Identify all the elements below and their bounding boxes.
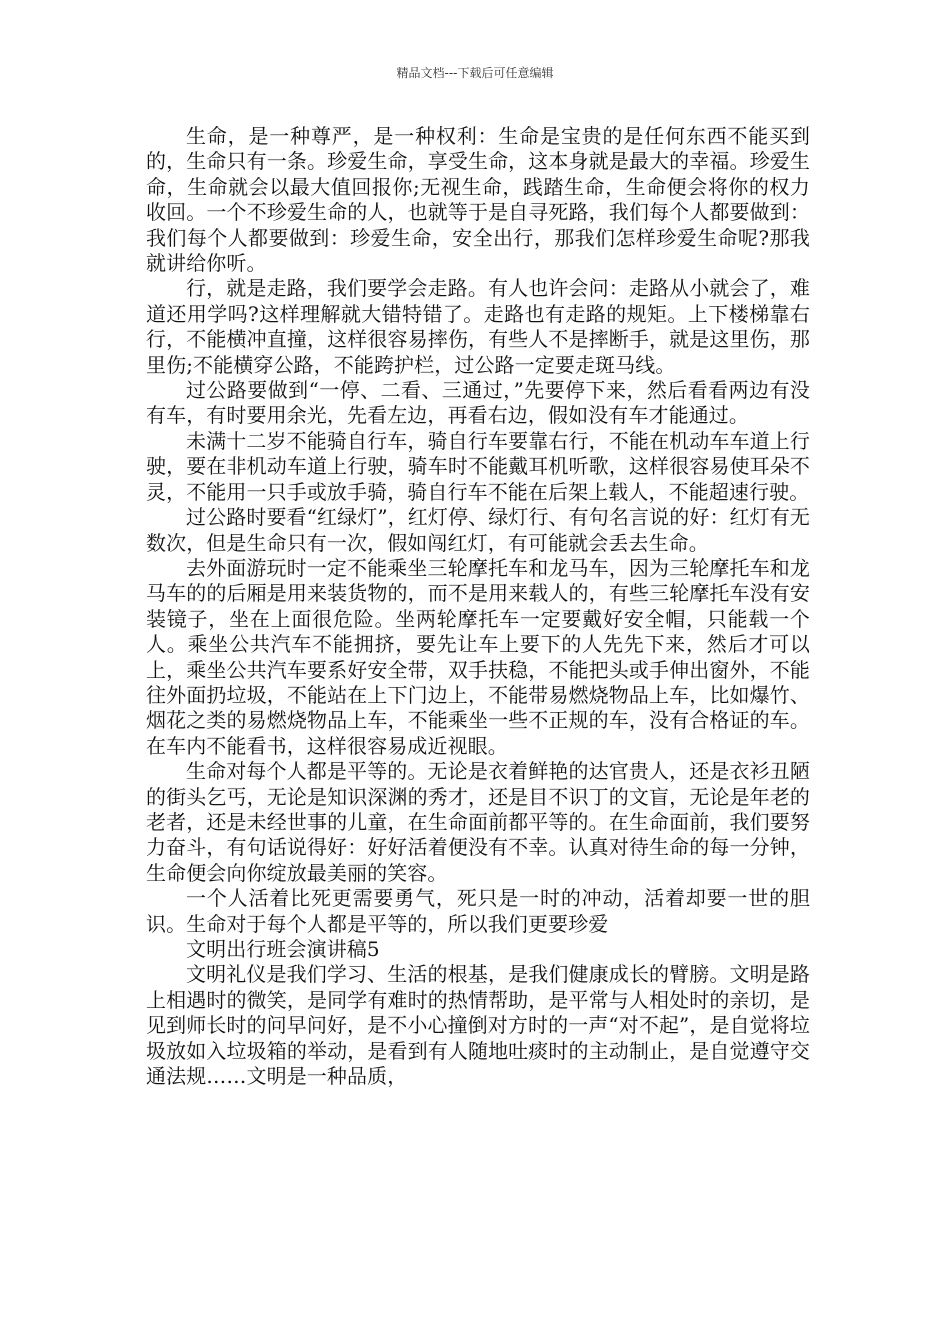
paragraph-8: 一个人活着比死更需要勇气，死只是一时的冲动，活着却要一世的胆识。生命对于每个人都是平等的，所以我们更要珍爱 xyxy=(146,886,810,936)
document-body xyxy=(146,124,810,1089)
paragraph-2: 行，就是走路，我们要学会走路。有人也许会问：走路从小就会了，难道还用学吗?这样理解就大错特错了。走路也有走路的规矩。上下楼梯靠右行，不能横冲直撞，这样很容易摔伤，有些人不是摔断手，就是这里伤，那里伤;不能横穿公路，不能跨护栏，过公路一定要走斑马线。 xyxy=(146,276,810,377)
paragraph-9: 文明礼仪是我们学习、生活的根基，是我们健康成长的臂膀。文明是路上相遇时的微笑，是同学有难时的热情帮助，是平常与人相处时的亲切，是见到师长时的问早问好，是不小心撞倒对方时的一声“对不起”，是自觉将垃圾放如入垃圾箱的举动，是看到有人随地吐痰时的主动制止，是自觉遵守交通法规……文明是一种品质， xyxy=(146,962,810,1089)
paragraph-7: 生命对每个人都是平等的。无论是衣着鲜艳的达官贵人，还是衣衫丑陋的街头乞丐，无论是知识深渊的秀才，还是目不识丁的文盲，无论是年老的老者，还是未经世事的儿童，在生命面前都平等的。在生命面前，我们要努力奋斗，有句话说得好：好好活着便没有不幸。认真对待生命的每一分钟，生命便会向你绽放最美丽的笑容。 xyxy=(146,759,810,885)
paragraph-1: 生命，是一种尊严，是一种权利：生命是宝贵的是任何东西不能买到的，生命只有一条。珍爱生命，享受生命，这本身就是最大的幸福。珍爱生命，生命就会以最大值回报你;无视生命，践踏生命，生命便会将你的权力收回。一个不珍爱生命的人，也就等于是自寻死路，我们每个人都要做到：我们每个人都要做到：珍爱生命，安全出行，那我们怎样珍爱生命呢?那我就讲给你听。 xyxy=(146,124,810,276)
paragraph-5: 过公路时要看“红绿灯”，红灯停、绿灯行、有句名言说的好：红灯有无数次，但是生命只有一次，假如闯红灯，有可能就会丢去生命。 xyxy=(146,505,810,555)
page-header: 精品文档---下载后可任意编辑 xyxy=(396,66,554,80)
paragraph-6: 去外面游玩时一定不能乘坐三轮摩托车和龙马车，因为三轮摩托车和龙马车的的后厢是用来装货物的，而不是用来载人的，有些三轮摩托车没有安装镜子，坐在上面很危险。坐两轮摩托车一定要戴好安全帽，只能载一个人。乘坐公共汽车不能拥挤，要先让车上要下的人先先下来，然后才可以上，乘坐公共汽车要系好安全带，双手扶稳，不能把头或手伸出窗外，不能往外面扔垃圾，不能站在上下门边上，不能带易燃烧物品上车，比如爆竹、烟花之类的易燃烧物品上车，不能乘坐一些不正规的车，没有合格证的车。在车内不能看书，这样很容易成近视眼。 xyxy=(146,555,810,758)
paragraph-3: 过公路要做到“一停、二看、三通过，”先要停下来，然后看看两边有没有车，有时要用余光，先看左边，再看右边，假如没有车才能通过。 xyxy=(146,378,810,428)
section-title: 文明出行班会演讲稿5 xyxy=(186,937,380,961)
paragraph-4: 未满十二岁不能骑自行车，骑自行车要靠右行，不能在机动车车道上行驶，要在非机动车道上行驶，骑车时不能戴耳机听歌，这样很容易使耳朵不灵，不能用一只手或放手骑，骑自行车不能在后架上载人，不能超速行驶。 xyxy=(146,428,810,504)
